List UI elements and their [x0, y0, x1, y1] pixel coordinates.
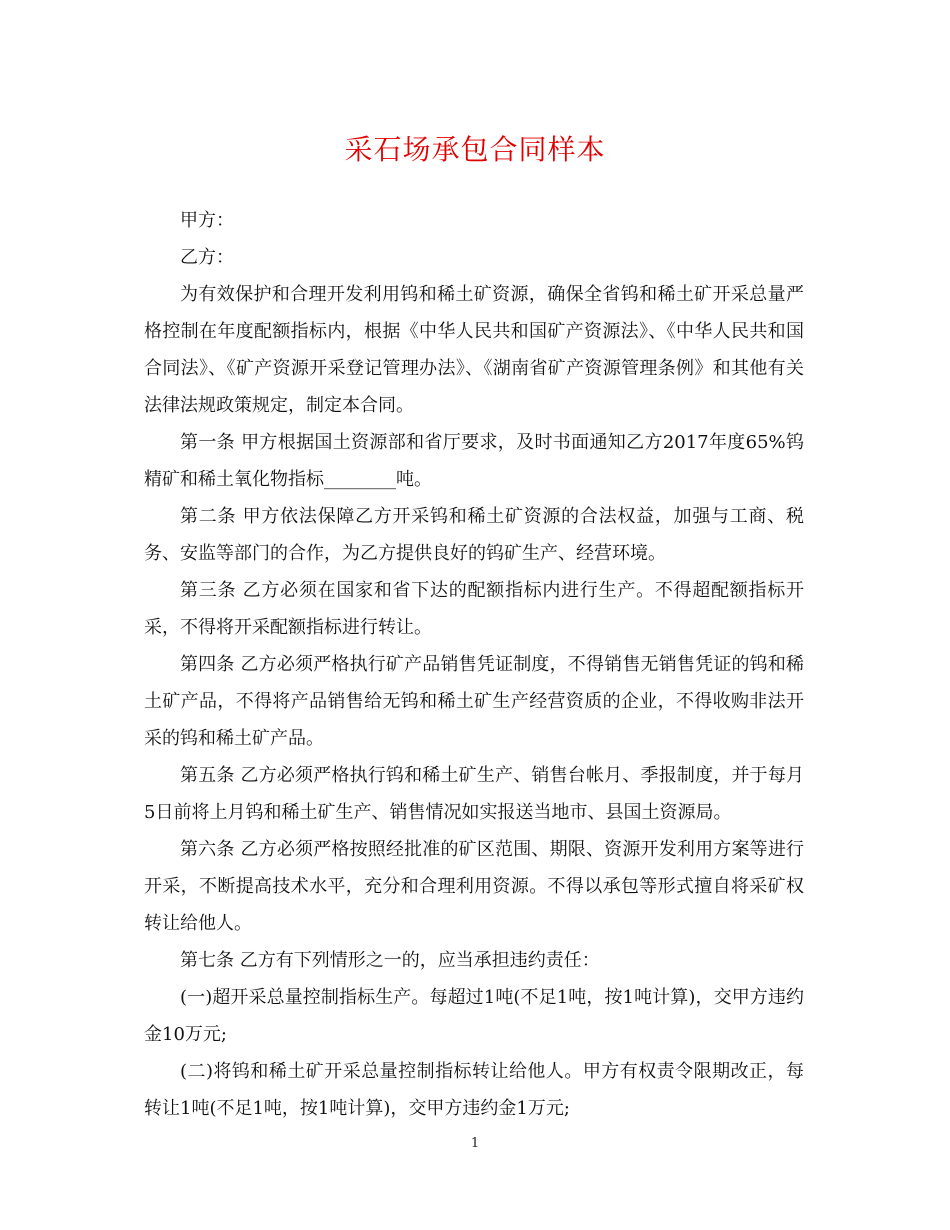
article-5-paragraph: 第五条 乙方必须严格执行钨和稀土矿生产、销售台帐月、季报制度，并于每月5日前将上月钨和稀土矿生产、销售情况如实报送当地市、县国土资源局。 — [144, 765, 804, 823]
article-4-paragraph: 第四条 乙方必须严格执行矿产品销售凭证制度，不得销售无销售凭证的钨和稀土矿产品，不得将产品销售给无钨和稀土矿生产经营资质的企业，不得收购非法开采的钨和稀土矿产品。 — [144, 654, 804, 749]
document-body — [144, 202, 804, 1127]
article-7-item-2: (二)将钨和稀土矿开采总量控制指标转让给他人。甲方有权责令限期改正，每转让1吨(不足1吨，按1吨计算)，交甲方违约金1万元; — [144, 1061, 804, 1119]
document-title: 采石场承包合同样本 — [344, 133, 606, 166]
article-3-paragraph: 第三条 乙方必须在国家和省下达的配额指标内进行生产。不得超配额指标开采，不得将开采配额指标进行转让。 — [144, 580, 804, 638]
article-2-paragraph: 第二条 甲方依法保障乙方开采钨和稀土矿资源的合法权益，加强与工商、税务、安监等部门的合作，为乙方提供良好的钨矿生产、经营环境。 — [144, 506, 804, 564]
article-7-paragraph: 第七条 乙方有下列情形之一的，应当承担违约责任： — [180, 950, 600, 971]
party-b-line: 乙方： — [180, 247, 234, 268]
page-number: 1 — [470, 1136, 480, 1151]
article-1-paragraph: 第一条 甲方根据国土资源部和省厅要求，及时书面通知乙方2017年度65%钨精矿和稀土氧化物指标________吨。 — [144, 432, 804, 490]
article-7-item-1: (一)超开采总量控制指标生产。每超过1吨(不足1吨，按1吨计算)，交甲方违约金10万元; — [144, 987, 804, 1045]
preamble-paragraph: 为有效保护和合理开发利用钨和稀土矿资源，确保全省钨和稀土矿开采总量严格控制在年度配额指标内，根据《中华人民共和国矿产资源法》、《中华人民共和国合同法》、《矿产资源开采登记管理办法》、《湖南省矿产资源管理条例》和其他有关法律法规政策规定，制定本合同。 — [144, 284, 804, 416]
party-a-line: 甲方： — [180, 210, 234, 231]
article-6-paragraph: 第六条 乙方必须严格按照经批准的矿区范围、期限、资源开发利用方案等进行开采，不断提高技术水平，充分和合理利用资源。不得以承包等形式擅自将采矿权转让给他人。 — [144, 839, 804, 934]
